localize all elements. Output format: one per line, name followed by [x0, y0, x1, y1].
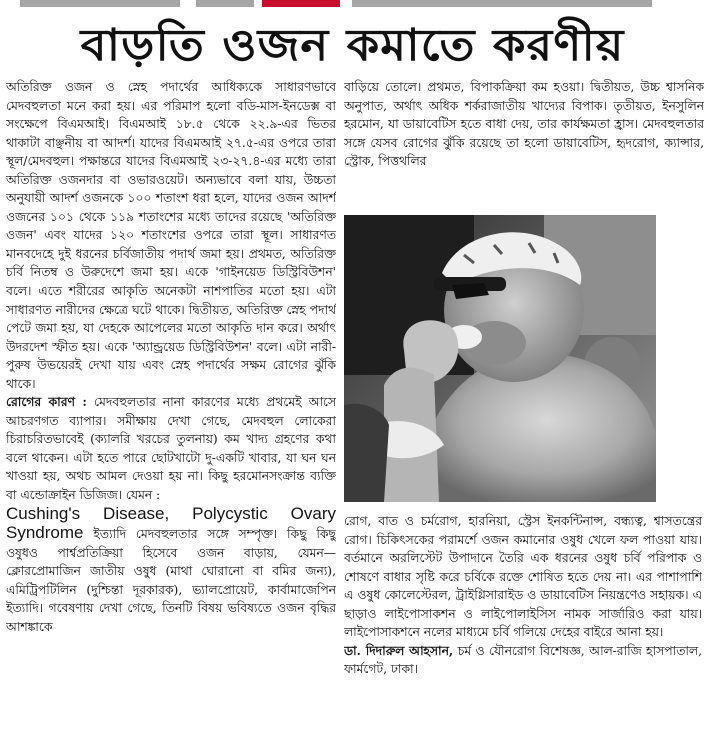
paragraph-causes: [6, 393, 336, 636]
paragraph-intro: অতিরিক্ত ওজন ও স্নেহ পদার্থের আধিক্যকে সাধারণভাবে মেদবহুলতা মনে করা হয়। এর পরিমাপ হলো বডি-মাস-ইনডেক্স বা সংক্ষেপে বিএমআই। বিএমআই ১৮.৫ থেকে ২২.৯-এর ভিতর থাকাটা বাঞ্ছনীয় বা আদর্শ। যাদের বিএমআই ২৭.৫-এর ওপরে তারা স্থূল/মেদবহুল। পক্ষান্তরে যাদের বিএমআই ২৩-২৭.৪-এর মধ্যে তারা অতিরিক্ত ওজনদার বা ওভারওয়েট। অন্যভাবে বলা যায়, উচ্চতা অনুযায়ী আদর্শ ওজনকে ১০০ শতাংশ ধরা হলে, যাদের ওজন আদর্শ ওজনের ১০১ থেকে ১১৯ শতাংশের মধ্যে তাদের রয়েছে 'অতিরিক্ত ওজন' এবং যাদের ১২০ শতাংশের ওপরে তারা স্থূল। সাধারণত মানবদেহে দুই ধরনের চর্বিজাতীয় পদার্থ জমা হয়। প্রথমত, অতিরিক্ত চর্বি নিতম্ব ও উরুদেশে জমা হয়। একে 'গাইনয়েড ডিস্ট্রিবিউশন' বলে। এতে শরীরের আকৃতি অনেকটা নাশপাতির মতো হয়। এটা সাধারণত নারীদের ক্ষেত্রে ঘটে থাকে। দ্বিতীয়ত, অতিরিক্ত স্নেহ পদার্থ পেটে জমা হয়, যা দেহকে আপেলের মতো আকৃতি দান করে। অর্থাৎ উদরদেশ স্ফীত হয়। একে 'অ্যান্ড্রয়েড ডিস্ট্রিবিউশন' বলে। এটা নারী-পুরুষ উভয়েরই দেখা যায় এবং স্নেহ পদার্থের সক্ষম রোগের ঝুঁকি থাকে।: [6, 80, 336, 391]
left-column: [6, 78, 336, 750]
causes-text-a: মেদবহুলতার নানা কারণের মধ্যে প্রথমেই আসে আচরণগত ব্যাপার। সমীক্ষায় দেখা গেছে, মেদবহুল লোকেরা চিরাচরিতভাবেই (ক্যালরি খরচের তুলনায়) কম খাদ্য গ্রহণের কথা বলে থাকেন। এটা হতে পারে ছোটখাটো দু-একটি খাবার, যা ঘন ঘন খাওয়া হয়, অথচ আমল দেওয়া হয় না। কিছু হরমোনসংক্রান্ত ব্যক্তি বা এন্ডোক্রাইন ডিজিজ। যেমন :: [6, 395, 336, 503]
top-bar-gray-right: [352, 0, 652, 7]
top-color-bar: [0, 0, 705, 10]
right-column-bottom: [344, 512, 702, 752]
author-name: ডা. দিদারুল আহসান,: [344, 642, 454, 658]
causes-english-terms: Cushing's Disease, Polycystic Ovary Syndrome: [6, 503, 336, 543]
photo-illustration: [344, 215, 656, 502]
paragraph-treatment: রোগ, বাত ও চর্মরোগ, হারনিয়া, স্ট্রেস ইনকন্টিনান্স, বন্ধ্যত্ব, শ্বাসতন্ত্রের রোগ। চিকিৎসকের পরামর্শে ওজন কমানোর ওষুধ খেলে ফল পাওয়া যায়। বর্তমানে অরলিস্টেট উপাদানে তৈরি এক ধরনের ওষুধ চর্বি পরিপাক ও শোষণে বাধার সৃষ্টি করে চর্বিকে রক্তে শোষিত হতে দেয় না। এর পাশাপাশি এ ওষুধ কোলেস্টেরল, ট্রাইগ্লিসারাইড ও ডায়াবেটিস নিয়ন্ত্রণেও সহায়ক। এ ছাড়াও লাইপোসাকশন ও লাইপোলাইসিস নামক সার্জারিও করা যায়। লাইপোসাকশনে নলের মাধ্যমে চর্বি গলিয়ে দেহের বাইরে আনা হয়।: [344, 514, 702, 640]
article-headline: বাড়তি ওজন কমাতে করণীয়: [80, 20, 625, 71]
causes-text-b: ইত্যাদি মেদবহুলতার সঙ্গে সম্পৃক্ত। কিছু কিছু ওষুধও পার্শ্বপ্রতিক্রিয়া হিসেবে ওজন বাড়ায়, যেমন— ক্লোরপ্রোমাজিন জাতীয় ওষুধ (মাথা ঘোরানো বা বমির জন্য), এমিট্রিপটিলিন (দুশ্চিন্তা দূরকারক), ভ্যালপ্রোয়েট, কার্বামাজেপিন ইত্যাদি। গবেষণায় দেখা গেছে, তিনটি বিষয় ভবিষ্যতে ওজন বৃদ্ধির আশঙ্কাকে: [6, 527, 336, 634]
top-bar-red: [262, 0, 340, 7]
top-bar-gray-mid: [196, 0, 254, 7]
author-title: চর্ম ও যৌনরোগ বিশেষজ্ঞ, আল-রাজি হাসপাতাল, ফার্মগেট, ঢাকা।: [344, 643, 702, 677]
causes-heading: রোগের কারণ :: [6, 394, 87, 410]
man-eating-photo: [344, 215, 656, 502]
paragraph-risk: বাড়িয়ে তোলে। প্রথমত, বিপাকক্রিয়া কম হওয়া। দ্বিতীয়ত, উচ্চ শ্বাসনিক অনুপাত, অর্থাৎ অধিক শর্করাজাতীয় খাদ্যের বিপাক। তৃতীয়ত, ইনসুলিন হরমোন, যা ডায়াবেটিস হতে বাধা দেয়, তার কার্যক্ষমতা হ্রাস। মেদবহুলতার সঙ্গে যেসব রোগের ঝুঁকি রয়েছে তা হলো ডায়াবেটিস, হৃদরোগ, ক্যান্সার, স্ট্রোক, পিত্তথলির: [344, 80, 704, 169]
top-bar-gray-left: [20, 0, 180, 7]
right-column-top: [344, 78, 704, 203]
author-line: [344, 642, 702, 679]
